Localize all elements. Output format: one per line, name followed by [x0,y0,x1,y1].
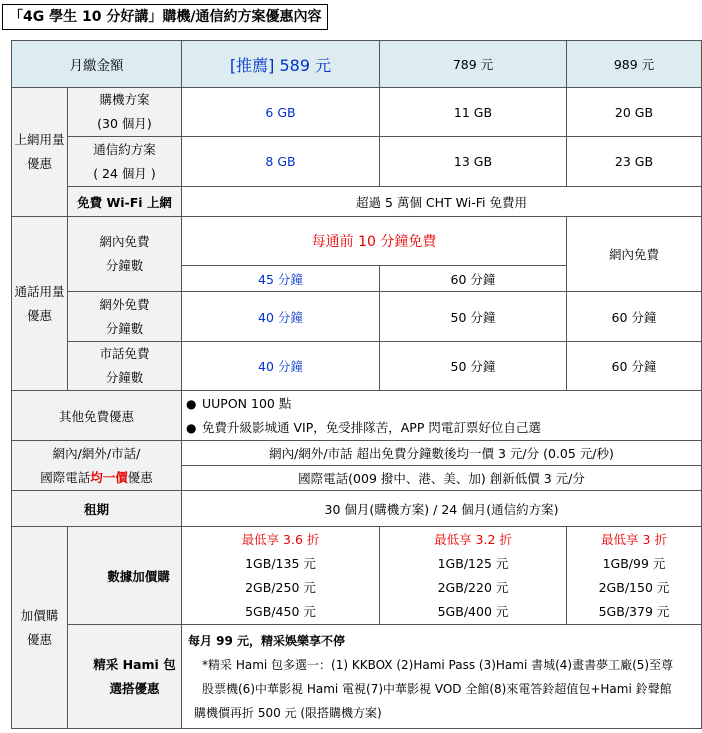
offnet-989: 60 分鐘 [567,292,702,342]
hami-label-line2: 選搭優惠 [109,680,160,696]
addon-group-line2: 優惠 [26,631,52,647]
device-plan-label [68,88,182,137]
addon-589-2gb: 2GB/250 元 [245,579,316,595]
hami-line-4: 購機價再折 500 元 (限搭購機方案) [194,705,382,720]
other-item-uupon-text: UUPON 100 點 [202,395,292,411]
data-usage-group-label: 上網用量優惠 [12,88,68,217]
sim-plan-label-line1: 通信約方案 [93,141,156,157]
bullet-icon: ● [186,396,197,411]
onnet-row-top [12,217,702,266]
sim-plan-label [68,137,182,187]
addon-789 [380,527,567,625]
onnet-label-line2: 分鐘數 [105,258,144,273]
wifi-row [12,187,702,217]
hami-line-1: 每月 99 元，精采娛樂享不停 [188,633,346,648]
onnet-label [68,217,182,292]
wifi-label: 免費 Wi-Fi 上網 [68,187,182,217]
device-plan-label-line2: (30 個月) [97,116,152,131]
device-plan-label-line1: 購機方案 [99,92,150,107]
addon-589-5gb: 5GB/450 元 [245,603,316,619]
offnet-label [68,292,182,342]
term-value: 30 個月(購機方案) / 24 個月(通信約方案) [182,491,702,527]
addon-989-5gb: 5GB/379 元 [598,603,670,619]
addon-989-2gb: 2GB/150 元 [598,579,670,595]
local-label [68,342,182,391]
addon-data-row [12,527,702,625]
bullet-icon: ● [186,420,197,435]
onnet-989: 網內免費 [567,217,702,292]
sim-plan-row [12,137,702,187]
header-row [12,41,702,88]
onnet-789: 60 分鐘 [380,266,567,292]
rates-label-line1: 網內/網外/市話/ [52,445,141,461]
rates-line-1: 網內/網外/市話 超出免費分鐘數後均一價 3 元/分 (0.05 元/秒) [182,441,702,466]
addon-789-1gb: 1GB/125 元 [437,555,509,571]
offnet-789: 50 分鐘 [380,292,567,342]
addon-589-1gb: 1GB/135 元 [245,555,316,571]
monthly-fee-label: 月繳金額 [12,41,182,88]
rates-row-1 [12,441,702,466]
rates-label-highlight: 均一價 [90,469,128,485]
device-plan-989: 20 GB [567,88,702,137]
addon-group-line1: 加價購 [20,607,59,623]
offnet-label-line1: 網外免費 [99,296,150,312]
addon-789-2gb: 2GB/220 元 [437,579,509,595]
hami-details [182,625,702,729]
addon-989-discount: 最低享 3 折 [601,531,667,547]
other-items [182,391,702,441]
addon-789-discount: 最低享 3.2 折 [434,531,512,547]
wifi-value: 超過 5 萬個 CHT Wi-Fi 免費用 [182,187,702,217]
hami-label-line1: 精采 Hami 包 [93,656,176,672]
other-item-vip-text: 免費升級影城通 VIP，免受排隊苦，APP 閃電訂票好位自己選 [202,419,541,435]
sim-plan-989: 23 GB [567,137,702,187]
term-row [12,491,702,527]
plan-989-header: 989 元 [567,41,702,88]
onnet-589: 45 分鐘 [182,266,380,292]
local-589: 40 分鐘 [182,342,380,391]
calls-group-label: 通話用量優惠 [12,217,68,391]
device-plan-789: 11 GB [380,88,567,137]
hami-line-2: *精采 Hami 包多選一：(1) KKBOX (2)Hami Pass (3)Hami 書城(4)畫書夢工廠(5)至尊 [202,657,674,672]
plan-789-header: 789 元 [380,41,567,88]
addon-989-1gb: 1GB/99 元 [602,555,666,571]
local-789: 50 分鐘 [380,342,567,391]
sim-plan-589: 8 GB [182,137,380,187]
other-label: 其他免費優惠 [12,391,182,441]
hami-label [68,625,182,729]
other-item-vip [186,416,699,440]
plan-comparison-table [11,40,702,729]
hami-line-3: 股票機(6)中華影視 Hami 電視(7)中華影視 VOD 全館(8)來電答鈴超值包+Hami 鈴聲館 [202,681,672,696]
sim-plan-789: 13 GB [380,137,567,187]
addon-789-5gb: 5GB/400 元 [437,603,509,619]
local-989: 60 分鐘 [567,342,702,391]
rates-line-2: 國際電話(009 撥中、港、美、加) 創新低價 3 元/分 [182,466,702,491]
onnet-label-line1: 網內免費 [99,234,150,249]
addon-589-discount: 最低享 3.6 折 [241,531,320,547]
offnet-label-line2: 分鐘數 [105,320,144,336]
addon-data-label: 數據加價購 [68,527,182,625]
rates-label [12,441,182,491]
rates-label-line2 [14,466,179,490]
sim-plan-label-line2: ( 24 個月 ) [93,165,156,181]
local-row [12,342,702,391]
device-plan-row [12,88,702,137]
addon-group-label [12,527,68,729]
local-label-line2: 分鐘數 [105,370,144,385]
offnet-row [12,292,702,342]
addon-989 [567,527,702,625]
offnet-589: 40 分鐘 [182,292,380,342]
rates-label-pre: 國際電話 [40,469,91,485]
term-label: 租期 [12,491,182,527]
local-label-line1: 市話免費 [99,346,150,361]
other-item-uupon [186,392,699,416]
plan-589-header: [推薦] 589 元 [182,41,380,88]
addon-589 [182,527,380,625]
hami-row [12,625,702,729]
document-title: 「4G 學生 10 分好講」購機/通信約方案優惠內容 [2,4,328,30]
onnet-promo: 每通前 10 分鐘免費 [182,217,567,266]
other-row [12,391,702,441]
device-plan-589: 6 GB [182,88,380,137]
rates-label-post: 優惠 [127,469,153,485]
